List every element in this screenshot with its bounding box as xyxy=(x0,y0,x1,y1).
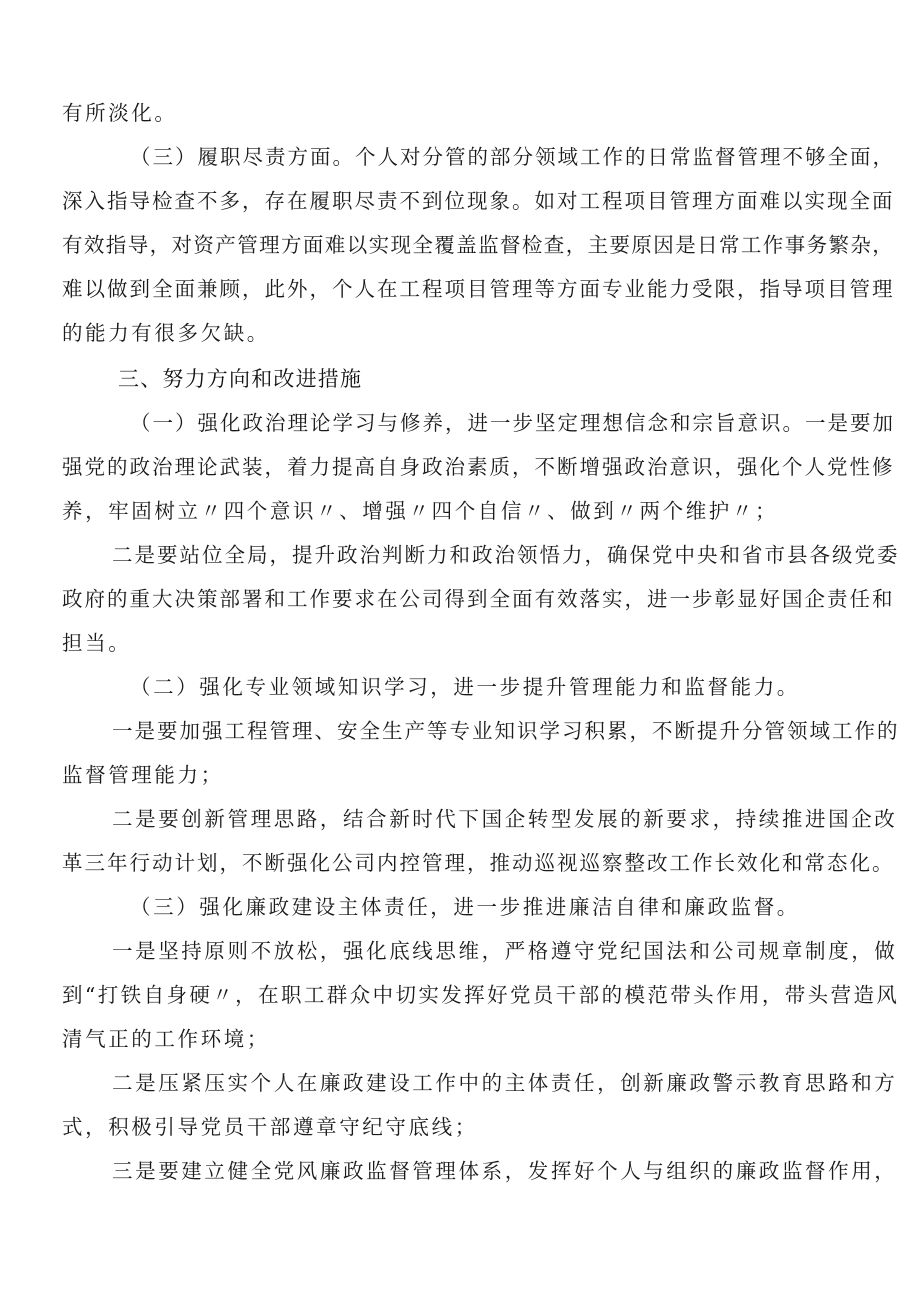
paragraph-line: 一是坚持原则不放松，强化底线思维，严格遵守党纪国法和公司规章制度，做 xyxy=(112,939,898,963)
paragraph-line: 二是压紧压实个人在廉政建设工作中的主体责任，创新廉政警示教育思路和方 xyxy=(112,1071,898,1095)
paragraph-line: 式，积极引导党员干部遵章守纪守底线； xyxy=(62,1115,478,1139)
paragraph-line: （一）强化政治理论学习与修养，进一步坚定理想信念和宗旨意识。一是要加 xyxy=(130,411,895,435)
paragraph-line: 难以做到全面兼顾，此外，个人在工程项目管理等方面专业能力受限，指导项目管理 xyxy=(62,277,895,301)
paragraph-line: 深入指导检查不多，存在履职尽责不到位现象。如对工程项目管理方面难以实现全面 xyxy=(62,189,895,213)
paragraph-line: 二是要创新管理思路，结合新时代下国企转型发展的新要求，持续推进国企改 xyxy=(112,807,898,831)
paragraph-line: 三是要建立健全党风廉政监督管理体系，发挥好个人与组织的廉政监督作用， xyxy=(112,1159,898,1183)
paragraph-line: 有效指导，对资产管理方面难以实现全覆盖监督检查，主要原因是日常工作事务繁杂， xyxy=(62,233,895,257)
paragraph-line: （三）履职尽责方面。个人对分管的部分领域工作的日常监督管理不够全面， xyxy=(130,145,895,169)
paragraph-line: 养，牢固树立〃四个意识〃、增强〃四个自信〃、做到〃两个维护〃； xyxy=(62,499,779,523)
paragraph-line: 监督管理能力； xyxy=(62,763,224,787)
paragraph-line: 有所淡化。 xyxy=(62,101,178,125)
paragraph-line: 到“打铁自身硬〃，在职工群众中切实发挥好党员干部的模范带头作用，带头营造风 xyxy=(62,983,900,1007)
paragraph-line: 一是要加强工程管理、安全生产等专业知识学习积累，不断提升分管领域工作的 xyxy=(112,719,900,743)
paragraph-line: （二）强化专业领域知识学习，进一步提升管理能力和监督能力。 xyxy=(130,675,800,699)
paragraph-line: 二是要站位全局，提升政治判断力和政治领悟力，确保党中央和省市县各级党委 xyxy=(112,543,900,567)
paragraph-line: 政府的重大决策部署和工作要求在公司得到全面有效落实，进一步彰显好国企责任和 xyxy=(62,587,895,611)
section-heading: 三、努力方向和改进措施 xyxy=(118,367,363,391)
paragraph-line: （三）强化廉政建设主体责任，进一步推进廉洁自律和廉政监督。 xyxy=(130,895,800,919)
paragraph-line: 清气正的工作环境； xyxy=(62,1027,270,1051)
paragraph-line: 的能力有很多欠缺。 xyxy=(62,321,270,345)
paragraph-line: 强党的政治理论武装，着力提高自身政治素质，不断增强政治意识，强化个人党性修 xyxy=(62,455,895,479)
paragraph-line: 担当。 xyxy=(62,631,132,655)
paragraph-line: 革三年行动计划，不断强化公司内控管理，推动巡视巡察整改工作长效化和常态化。 xyxy=(62,851,895,875)
